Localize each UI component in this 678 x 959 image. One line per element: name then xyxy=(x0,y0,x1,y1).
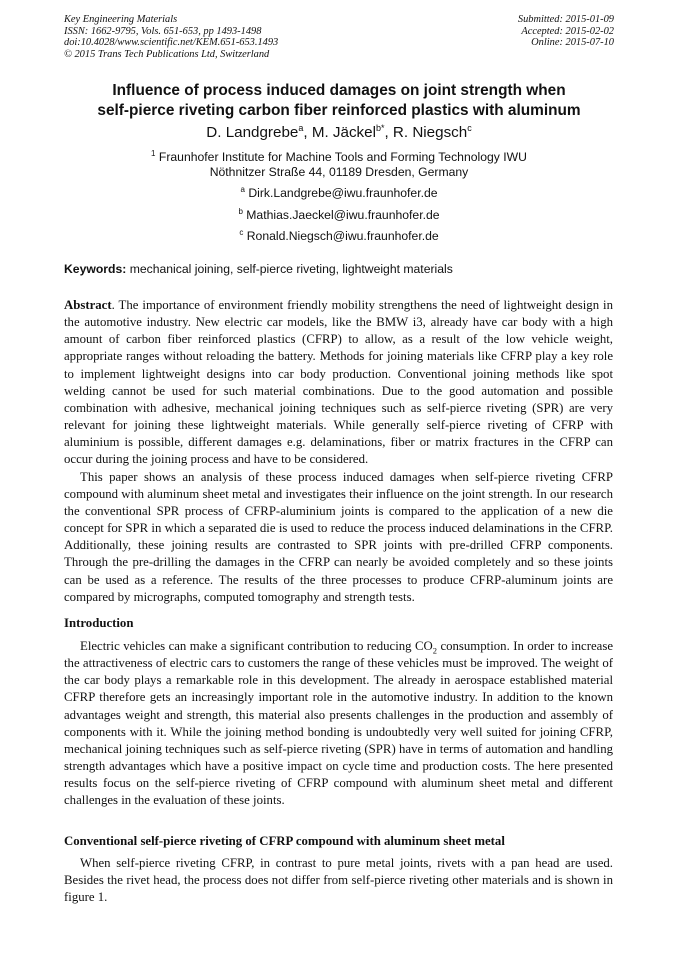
abstract-paragraph-2: This paper shows an analysis of these process induced damages when self-pierce riveting CFRP compound with aluminum sheet metal and investigates their influence on the joint strength. In our research the conventional SPR process of CFRP-aluminium joints is compared to the application of a new die concept for SPR in which a separated die is used to reduce the process induced delaminations in the CFRP. Additionally, these joining results are contrasted to SPR joints with pre-drilled CFRP components. Through the pre-drilling the damages in the CFRP can nearly be avoided completely and so these joints can be used as a reference. The results of the three processes to produce CFRP-aluminum joints are compared by micrographs, computed tomography and strength tests. xyxy=(64,469,613,604)
author-list: D. Landgrebe$^a$, M. Jäckel$^{b*}$, R. Niegsch$^c$ xyxy=(206,122,472,141)
introduction-paragraph xyxy=(64,638,613,810)
author-name: D. Landgrebe xyxy=(206,124,299,141)
journal-copyright: © 2015 Trans Tech Publications Ltd, Switzerland xyxy=(64,48,270,60)
intro-subscript: 2 xyxy=(432,645,438,656)
accepted-date: Accepted: 2015-02-02 xyxy=(521,25,614,37)
abstract-paragraph-1 xyxy=(64,297,613,469)
author-sup: a xyxy=(298,122,304,133)
author-name: M. Jäckel xyxy=(311,124,376,141)
email-address: Mathias.Jaeckel@iwu.fraunhofer.de xyxy=(246,208,440,222)
journal-header-left xyxy=(64,14,278,60)
section-2 xyxy=(64,855,613,906)
introduction-heading: Introduction xyxy=(64,616,134,630)
abstract-section xyxy=(64,297,613,606)
section-2-paragraph: When self-pierce riveting CFRP, in contrast to pure metal joints, rivets with a pan head are used. Besides the rivet head, the process does not differ from self-pierce riveting other materials and is shown in figure 1. xyxy=(64,856,613,905)
email-sup: b xyxy=(238,206,243,216)
keywords-line xyxy=(64,262,453,277)
email-c xyxy=(50,229,628,244)
journal-doi: doi:10.4028/www.scientific.net/KEM.651-653.1493 xyxy=(64,37,279,49)
keywords-text: mechanical joining, self-pierce riveting, lightweight materials xyxy=(129,262,453,276)
paper-title xyxy=(50,81,628,121)
author-sup: b* xyxy=(375,122,385,133)
affiliation xyxy=(50,150,628,180)
affiliation-line-1: Fraunhofer Institute for Machine Tools and Forming Technology IWU xyxy=(158,150,527,164)
online-date: Online: 2015-07-10 xyxy=(531,37,614,49)
section-2-heading: Conventional self-pierce riveting of CFRP compound with aluminum sheet metal xyxy=(64,834,505,848)
email-address: Dirk.Landgrebe@iwu.fraunhofer.de xyxy=(248,186,438,200)
intro-text-after-sub: consumption. In order to increase the attractiveness of electric cars to customers the range of these vehicles must be improved. The weight of the car body plays a remarkable role in this development. The already in aerospace established material CFRP therefore gets an increasingly important role in the automotive industry. In addition to the known advantages weight and strength, this material also presents challenges in the production and assembly of components with it. While the joining method bonding is undoubtedly very well suited for joining CFRP, mechanical joining techniques such as self-pierce riveting (SPR) have in terms of automation and handling strength advantages which have a positive impact on cycle time and production costs. The here presented results focus on the self-pierce riveting of CFRP compound with aluminum sheet metal and different challenges in the evaluation of these joints. xyxy=(64,639,614,808)
journal-name: Key Engineering Materials xyxy=(64,14,178,25)
author-name: R. Niegsch xyxy=(392,124,468,141)
title-line-2: self-pierce riveting carbon fiber reinforced plastics with aluminum xyxy=(97,102,581,119)
email-sup: c xyxy=(239,227,244,237)
author-sup: c xyxy=(467,122,472,133)
abstract-label: Abstract xyxy=(64,298,112,312)
email-a xyxy=(50,186,628,201)
keywords-label: Keywords: xyxy=(64,262,127,276)
intro-text-before-sub: Electric vehicles can make a significant contribution to reducing CO xyxy=(80,639,433,653)
journal-issn: ISSN: 1662-9795, Vols. 651-653, pp 1493-1498 xyxy=(64,25,262,37)
introduction-section xyxy=(64,638,613,810)
title-line-1: Influence of process induced damages on joint strength when xyxy=(112,82,566,99)
email-b xyxy=(50,208,628,223)
email-address: Ronald.Niegsch@iwu.fraunhofer.de xyxy=(246,229,439,243)
journal-header-right xyxy=(518,14,614,49)
submitted-date: Submitted: 2015-01-09 xyxy=(517,14,614,25)
affiliation-sup: 1 xyxy=(151,148,156,158)
email-sup: a xyxy=(240,184,245,194)
affiliation-line-2: Nöthnitzer Straße 44, 01189 Dresden, Germany xyxy=(209,165,469,179)
abstract-text-1: . The importance of environment friendly mobility strengthens the need of lightweight design in the automotive industry. New electric car models, like the BMW i3, already have car body with a high amount of carbon fiber reinforced plastics (CFRP) to allow, as a result of the low vehicle weight, appropriate ranges without reloading the battery. Methods for joining materials like CFRP play a key role to implement lightweight designs into car body production. Conventional joining methods like spot welding cannot be used for such material combinations. Due to the good automation and possible combination with adhesive, mechanical joining techniques such as self-pierce riveting (SPR) are very relevant for joining these lightweight materials. While generally self-pierce riveting of CFRP with aluminium is possible, different damages e.g. delaminations, fiber or matrix fractures in the CFRP can occur during the joining process and have to be considered. xyxy=(64,298,613,467)
